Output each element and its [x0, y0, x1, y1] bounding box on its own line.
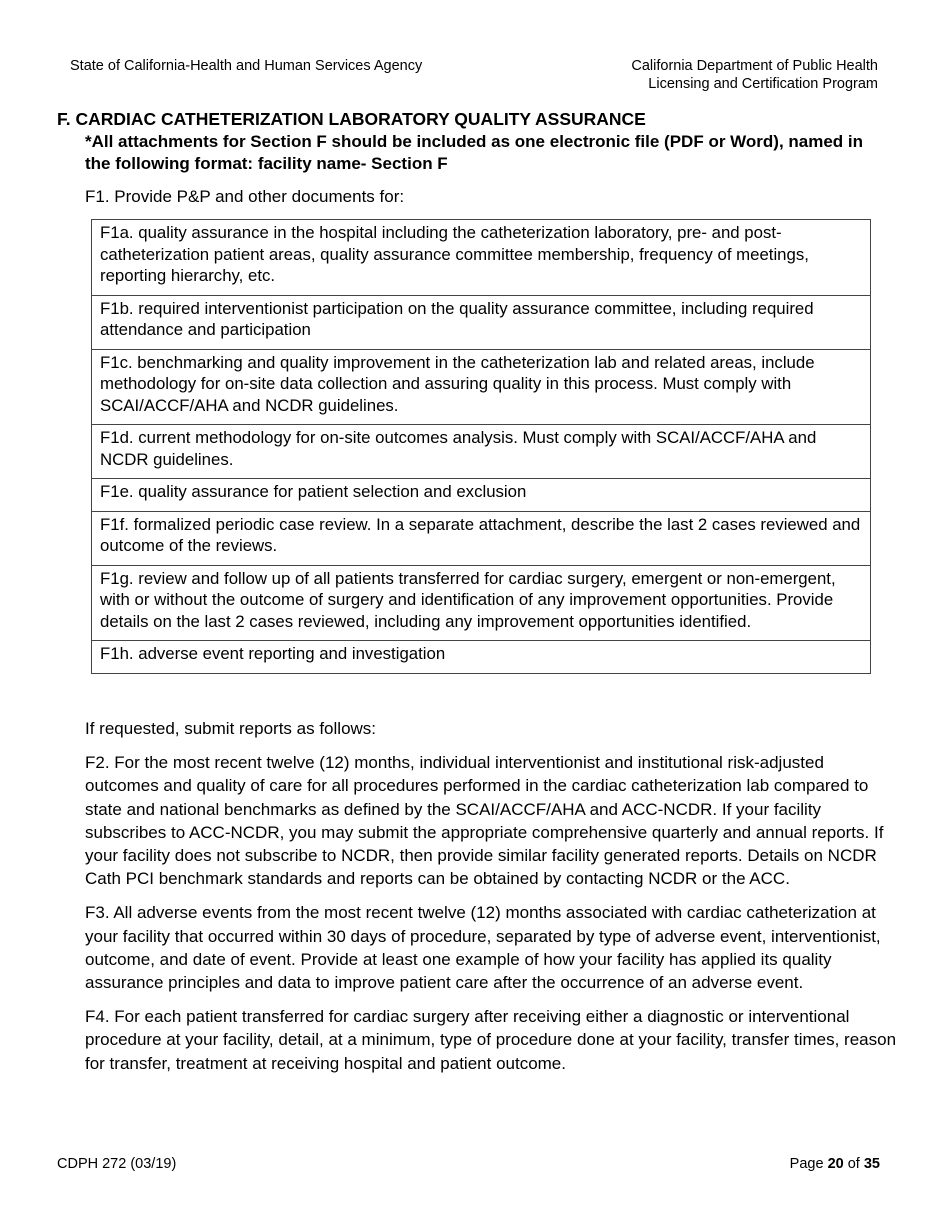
page-label: Page: [789, 1156, 824, 1172]
reports-intro: If requested, submit reports as follows:: [85, 719, 377, 738]
f2-paragraph: F2. For the most recent twelve (12) months, individual interventionist and institutional risk-adjusted outcomes and quality of care for all procedures performed in the cardiac catheterization lab compared to state and national benchmarks as defined by the SCAI/ACCF/AHA and ACC-NCDR. If your facility subscribes to ACC-NCDR, you may submit the appropriate comprehensive quarterly and annual reports. If your facility does not subscribe to NCDR, then provide similar facility generated reports. Details on NCDR Cath PCI benchmark standards and reports can be obtained by contacting NCDR or the ACC.: [85, 753, 884, 889]
f1h-row: F1h. adverse event reporting and investigation: [92, 640, 870, 673]
page-current: 20: [827, 1156, 844, 1172]
f1a-row: F1a. quality assurance in the hospital including the catheterization laboratory, pre- and post-catheterization patient areas, quality assurance committee membership, frequency of meetings, reporting hierarchy, etc.: [100, 223, 809, 285]
f4-paragraph: F4. For each patient transferred for cardiac surgery after receiving either a diagnostic or interventional procedure at your facility, detail, at a minimum, type of procedure done at your facility, transfer times, reason for transfer, treatment at receiving hospital and patient outcome.: [85, 1007, 897, 1073]
section-attachment-note: *All attachments for Section F should be included as one electronic file (PDF or Word), named in the following format: facility name- Section F: [85, 132, 864, 173]
f3-paragraph: F3. All adverse events from the most recent twelve (12) months associated with cardiac catheterization at your facility that occurred within 30 days of procedure, separated by type of adverse event, interventionist, outcome, and date of event. Provide at least one example of how your facility has applied its quality assurance principles and data to improve patient care after the occurrence of an adverse event.: [85, 903, 881, 993]
header-department: [631, 57, 878, 93]
section-title: F. CARDIAC CATHETERIZATION LABORATORY QUALITY ASSURANCE: [57, 109, 646, 129]
footer-page-number: [790, 1156, 880, 1172]
f1f-row: F1f. formalized periodic case review. In a separate attachment, describe the last 2 cases reviewed and outcome of the reviews.: [92, 511, 870, 565]
page-total: 35: [863, 1156, 880, 1172]
page-of-label: of: [847, 1156, 860, 1172]
header-agency: State of California-Health and Human Services Agency: [70, 58, 423, 74]
footer-form-id: CDPH 272 (03/19): [57, 1156, 177, 1172]
f1-document-table: [91, 219, 871, 674]
f1e-row: F1e. quality assurance for patient selection and exclusion: [92, 478, 870, 511]
header-department-line2: Licensing and Certification Program: [648, 76, 878, 92]
f1-intro: F1. Provide P&P and other documents for:: [85, 187, 405, 206]
reports-section: [85, 717, 900, 1086]
f1c-row: F1c. benchmarking and quality improvement in the catheterization lab and related areas, include methodology for on-site data collection and assuring quality in this process. Must comply with SCAI/ACCF/AHA and NCDR guidelines.: [92, 349, 870, 425]
header-department-line1: California Department of Public Health: [631, 58, 878, 74]
f1g-row: F1g. review and follow up of all patients transferred for cardiac surgery, emergent or non-emergent, with or without the outcome of surgery and identification of any improvement opportunities. Provide details on the last 2 cases reviewed, including any improvement opportunities identified.: [92, 565, 870, 641]
f1d-row: F1d. current methodology for on-site outcomes analysis. Must comply with SCAI/ACCF/AHA and NCDR guidelines.: [92, 424, 870, 478]
f1b-row: F1b. required interventionist participation on the quality assurance committee, including required attendance and participation: [92, 295, 870, 349]
